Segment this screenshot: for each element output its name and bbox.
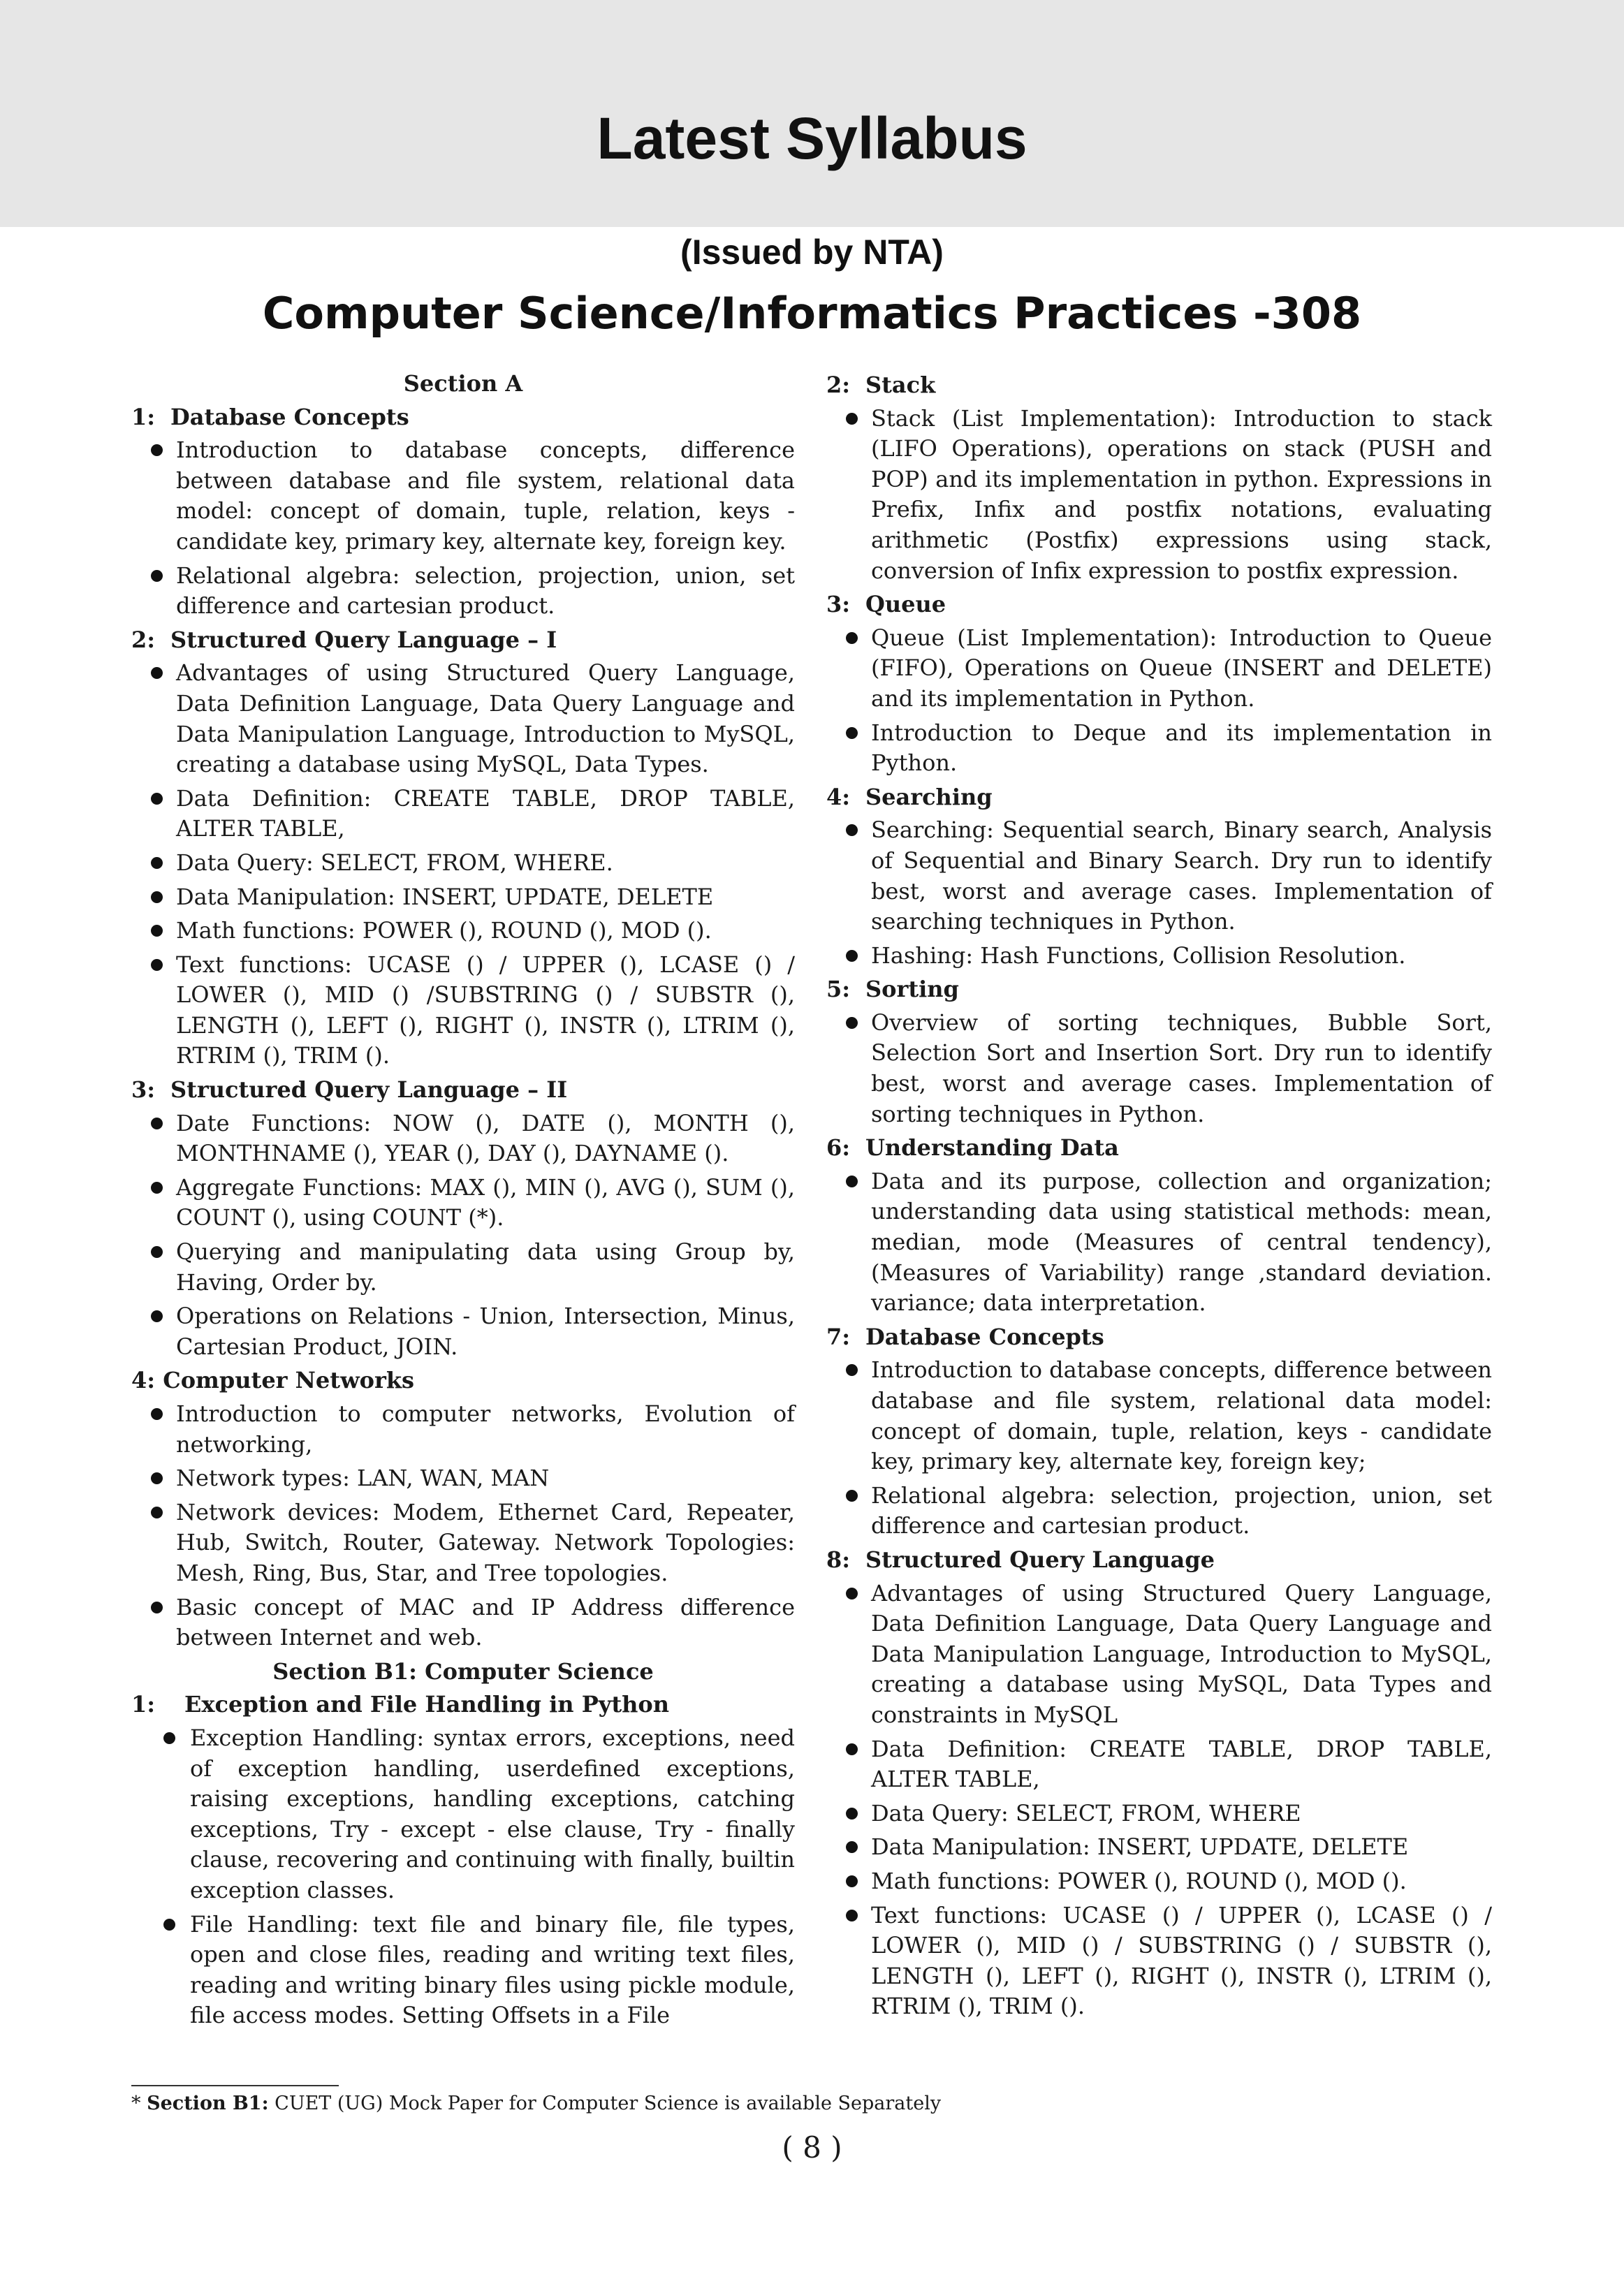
bullet-icon	[846, 1176, 858, 1187]
topic-number: 6:	[826, 1134, 851, 1162]
bullet-icon	[846, 632, 858, 644]
topic-heading	[131, 1366, 795, 1396]
bullet-icon	[846, 413, 858, 425]
bullet-list	[826, 815, 1492, 971]
left-column	[131, 369, 795, 2035]
bullet-text: Introduction to Deque and its implementation in Python.	[871, 719, 1492, 777]
bullet-text: Data Definition: CREATE TABLE, DROP TABLE, ALTER TABLE,	[871, 1735, 1492, 1793]
bullet-icon	[151, 1472, 163, 1484]
bullet-item	[176, 1399, 795, 1460]
footnote	[131, 2093, 941, 2114]
bullet-icon	[846, 1743, 858, 1755]
bullet-list	[131, 1399, 795, 1653]
bullet-icon	[163, 1919, 175, 1931]
topic-number: 4:	[826, 783, 851, 810]
bullet-text: Data Manipulation: INSERT, UPDATE, DELETE	[871, 1833, 1409, 1861]
bullet-icon	[846, 1017, 858, 1029]
bullet-icon	[151, 891, 163, 903]
bullet-text: Data Manipulation: INSERT, UPDATE, DELETE	[176, 883, 714, 910]
topic-number: 1:	[131, 403, 156, 430]
bullet-text: Advantages of using Structured Query Language, Data Definition Language, Data Query Language and Data Manipulation Language, Introduction to MySQL, creating a database using MySQL, Data Types and constraints in MySQL	[871, 1579, 1492, 1728]
bullet-item	[871, 1355, 1492, 1477]
topic-heading	[826, 782, 1492, 813]
bullet-icon	[151, 1602, 163, 1613]
bullet-item	[176, 1498, 795, 1589]
topic-number: 3:	[826, 591, 851, 618]
bullet-item	[871, 941, 1492, 972]
bullet-text: Text functions: UCASE () / UPPER (), LCASE () / LOWER (), MID () /SUBSTRING () / SUBSTR (), LENGTH (), LEFT (), RIGHT (), INSTR (), LTRIM (), RTRIM (), TRIM ().	[176, 951, 795, 1069]
bullet-list	[131, 658, 795, 1071]
footnote-divider	[131, 2085, 339, 2086]
bullet-list	[826, 623, 1492, 779]
bullet-text: Basic concept of MAC and IP Address difference between Internet and web.	[176, 1593, 795, 1651]
topic-heading	[826, 1322, 1492, 1353]
bullet-item	[176, 1301, 795, 1362]
topic-heading	[826, 1545, 1492, 1576]
bullet-text: Math functions: POWER (), ROUND (), MOD ().	[176, 917, 712, 944]
bullet-text: Introduction to computer networks, Evolution of networking,	[176, 1400, 795, 1458]
topic-title: Stack	[865, 372, 936, 398]
topic-title: Structured Query Language – I	[170, 626, 557, 653]
bullet-list	[131, 435, 795, 622]
topic-number: 2:	[826, 372, 851, 398]
bullet-icon	[846, 824, 858, 836]
bullet-text: Date Functions: NOW (), DATE (), MONTH (), MONTHNAME (), YEAR (), DAY (), DAYNAME ().	[176, 1109, 795, 1167]
topic-title: Database Concepts	[170, 403, 409, 430]
bullet-item	[176, 1237, 795, 1298]
bullet-icon	[846, 727, 858, 739]
topic-title: 4: Computer Networks	[131, 1367, 414, 1394]
bullet-icon	[151, 1182, 163, 1194]
bullet-list	[131, 1108, 795, 1363]
bullet-text: Network types: LAN, WAN, MAN	[176, 1465, 550, 1492]
bullet-icon	[846, 1588, 858, 1599]
page-title: Latest Syllabus	[597, 105, 1027, 171]
bullet-icon	[846, 1490, 858, 1502]
bullet-text: Overview of sorting techniques, Bubble Sort, Selection Sort and Insertion Sort. Dry run to identify best, worst and average cases. Implementation of sorting techniques in Python.	[871, 1009, 1492, 1127]
bullet-icon	[151, 857, 163, 869]
bullet-list	[826, 1166, 1492, 1319]
bullet-item	[176, 1463, 795, 1494]
bullet-item	[176, 784, 795, 844]
bullet-text: Searching: Sequential search, Binary search, Analysis of Sequential and Binary Search. Dry run to identify best, worst and average cases. Implementation of searching techniques in Python.	[871, 817, 1492, 935]
bullet-text: File Handling: text file and binary file, file types, open and close files, reading and writing text files, reading and writing binary files using pickle module, file access modes. Setting Offsets in a File	[190, 1910, 795, 2029]
bullet-text: Text functions: UCASE () / UPPER (), LCASE () / LOWER (), MID () / SUBSTRING () / SUBSTR (), LENGTH (), LEFT (), RIGHT (), INSTR (), LTRIM (), RTRIM (), TRIM ().	[871, 1901, 1492, 2020]
bullet-text: Aggregate Functions: MAX (), MIN (), AVG (), SUM (), COUNT (), using COUNT (*).	[176, 1173, 795, 1231]
bullet-text: Data Definition: CREATE TABLE, DROP TABLE, ALTER TABLE,	[176, 784, 795, 842]
topic-title: Understanding Data	[865, 1134, 1119, 1162]
bullet-icon	[151, 1246, 163, 1258]
footnote-marker: *	[131, 2093, 141, 2114]
bullet-item	[871, 1866, 1492, 1897]
bullet-item	[176, 1593, 795, 1653]
bullet-item	[176, 848, 795, 879]
topic-title: Structured Query Language	[865, 1546, 1215, 1573]
topic-title: Searching	[865, 783, 993, 810]
bullet-item	[871, 815, 1492, 937]
bullet-list	[131, 1723, 795, 2031]
topic-heading	[131, 1075, 795, 1106]
topic-heading	[826, 590, 1492, 620]
bullet-item	[871, 623, 1492, 715]
bullet-icon	[151, 925, 163, 937]
bullet-icon	[151, 667, 163, 679]
bullet-icon	[151, 444, 163, 456]
footnote-text: CUET (UG) Mock Paper for Computer Science is available Separately	[275, 2093, 942, 2114]
bullet-text: Network devices: Modem, Ethernet Card, Repeater, Hub, Switch, Router, Gateway. Network Topologies: Mesh, Ring, Bus, Star, and Tree topologies.	[176, 1498, 795, 1586]
bullet-text: Data Query: SELECT, FROM, WHERE	[871, 1799, 1301, 1827]
bullet-list	[826, 404, 1492, 587]
topic-title: Exception and File Handling in Python	[184, 1691, 669, 1718]
topic-title: Sorting	[865, 976, 959, 1003]
topic-heading	[131, 402, 795, 433]
bullet-item	[871, 1901, 1492, 2022]
bullet-icon	[846, 950, 858, 962]
bullet-item	[190, 1910, 795, 2031]
issued-by: (Issued by NTA)	[680, 233, 944, 272]
bullet-item	[176, 1108, 795, 1169]
bullet-item	[176, 561, 795, 622]
bullet-item	[871, 1832, 1492, 1863]
topic-heading	[826, 370, 1492, 401]
bullet-item	[871, 1799, 1492, 1829]
bullet-icon	[151, 1118, 163, 1129]
bullet-text: Queue (List Implementation): Introduction to Queue (FIFO), Operations on Queue (INSERT and DELETE) and its implementation in Python.	[871, 624, 1492, 712]
bullet-text: Relational algebra: selection, projection, union, set difference and cartesian product.	[176, 562, 795, 620]
topic-number: 5:	[826, 976, 851, 1003]
topic-heading	[131, 625, 795, 656]
bullet-icon	[846, 1875, 858, 1887]
section-heading-a: Section A	[403, 370, 523, 397]
bullet-icon	[151, 793, 163, 805]
bullet-text: Data and its purpose, collection and organization; understanding data using statistical methods: mean, median, mode (Measures of central tendency), (Measures of Variability) range ,standard deviation. variance; data interpretation.	[871, 1167, 1492, 1317]
bullet-text: Introduction to database concepts, difference between database and file system, relational data model: concept of domain, tuple, relation, keys - candidate key, primary key, alternate key, foreign key.	[176, 437, 795, 555]
bullet-icon	[151, 570, 163, 582]
topic-number: 8:	[826, 1546, 851, 1573]
bullet-text: Math functions: POWER (), ROUND (), MOD ().	[871, 1867, 1407, 1894]
bullet-item	[871, 718, 1492, 779]
bullet-item	[871, 1734, 1492, 1795]
topic-heading	[826, 1133, 1492, 1164]
bullet-list	[826, 1355, 1492, 1542]
bullet-text: Stack (List Implementation): Introduction to stack (LIFO Operations), operations on stack (PUSH and POP) and its implementation in python. Expressions in Prefix, Infix and postfix notations, evaluating arithmetic (Postfix) expressions using stack, conversion of Infix expression to postfix expression.	[871, 404, 1492, 584]
bullet-text: Data Query: SELECT, FROM, WHERE.	[176, 849, 613, 876]
bullet-icon	[846, 1364, 858, 1376]
bullet-list	[826, 1579, 1492, 2022]
bullet-item	[176, 1173, 795, 1233]
bullet-icon	[151, 1408, 163, 1420]
bullet-item	[176, 435, 795, 557]
bullet-text: Advantages of using Structured Query Language, Data Definition Language, Data Query Language and Data Manipulation Language, Introduction to MySQL, creating a database using MySQL, Data Types.	[176, 659, 795, 778]
bullet-icon	[846, 1910, 858, 1921]
bullet-text: Operations on Relations - Union, Intersection, Minus, Cartesian Product, JOIN.	[176, 1303, 795, 1360]
bullet-icon	[163, 1732, 175, 1744]
topic-number: 7:	[826, 1323, 851, 1350]
bullet-icon	[846, 1808, 858, 1820]
bullet-item	[871, 1008, 1492, 1129]
bullet-item	[176, 950, 795, 1071]
bullet-icon	[846, 1841, 858, 1853]
subject-title: Computer Science/Informatics Practices -308	[262, 288, 1362, 339]
bullet-item	[176, 916, 795, 946]
right-column	[826, 369, 1492, 2026]
bullet-text: Relational algebra: selection, projection, union, set difference and cartesian product.	[871, 1481, 1492, 1539]
bullet-item	[176, 658, 795, 779]
topic-title: Queue	[865, 591, 946, 618]
bullet-item	[176, 882, 795, 913]
section-heading-b1: Section B1: Computer Science	[272, 1657, 654, 1685]
page-number: ( 8 )	[782, 2130, 842, 2165]
topic-number: 3:	[131, 1076, 156, 1104]
topic-number: 2:	[131, 626, 156, 653]
bullet-icon	[151, 1507, 163, 1518]
topic-heading	[131, 1690, 795, 1720]
bullet-item	[190, 1723, 795, 1906]
bullet-icon	[151, 1310, 163, 1322]
topic-number: 1:	[131, 1691, 156, 1718]
topic-title: Database Concepts	[865, 1323, 1104, 1350]
footnote-label: Section B1:	[147, 2093, 269, 2114]
bullet-list	[826, 1008, 1492, 1129]
bullet-item	[871, 1481, 1492, 1542]
topic-title: Structured Query Language – II	[170, 1076, 568, 1104]
bullet-item	[871, 1579, 1492, 1731]
bullet-item	[871, 1166, 1492, 1319]
bullet-text: Querying and manipulating data using Group by, Having, Order by.	[176, 1238, 795, 1296]
bullet-item	[871, 404, 1492, 587]
bullet-text: Exception Handling: syntax errors, exceptions, need of exception handling, userdefined exceptions, raising exceptions, handling exceptions, catching exceptions, Try - except - else clause, Try - finally clause, recovering and continuing with finally, builtin exception classes.	[190, 1724, 795, 1903]
bullet-icon	[151, 959, 163, 971]
bullet-text: Hashing: Hash Functions, Collision Resolution.	[871, 942, 1406, 969]
topic-heading	[826, 974, 1492, 1005]
bullet-text: Introduction to database concepts, difference between database and file system, relational data model: concept of domain, tuple, relation, keys - candidate key, primary key, alternate key, foreign key;	[871, 1356, 1492, 1475]
